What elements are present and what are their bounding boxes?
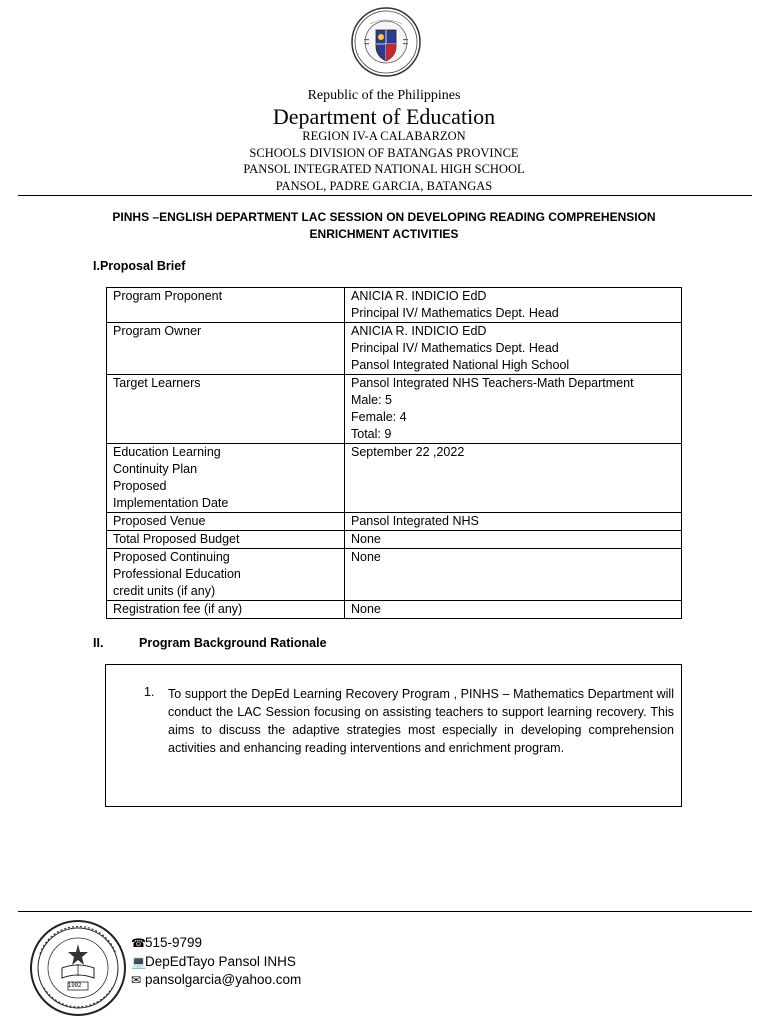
seal-year: 1992 — [68, 983, 82, 989]
proposal-brief-table — [106, 287, 682, 619]
phone-number: 515-9799 — [145, 935, 203, 950]
school-seal-logo — [28, 918, 128, 1018]
brief-row — [107, 288, 682, 323]
header-address-block — [0, 128, 768, 194]
brief-label: Education Learning Continuity Plan Proposed Implementation Date — [107, 444, 345, 513]
brief-value-line: ANICIA R. INDICIO EdD — [351, 289, 487, 303]
header-divider — [18, 195, 752, 196]
region-line: REGION IV-A CALABARZON — [302, 129, 466, 143]
division-line: SCHOOLS DIVISION OF BATANGAS PROVINCE — [249, 145, 519, 160]
brief-value — [345, 444, 682, 513]
department-title: Department of Education — [272, 104, 496, 129]
brief-label: Proposed Continuing Professional Education credit units (if any) — [107, 549, 345, 601]
proposal-brief-heading: I.Proposal Brief — [93, 259, 186, 273]
brief-value-line: Principal IV/ Mathematics Dept. Head — [351, 341, 559, 355]
rationale-box — [105, 664, 682, 807]
republic-line: Republic of the Philippines — [307, 88, 461, 103]
section-2-number: II. — [93, 636, 104, 650]
title-line-2: ENRICHMENT ACTIVITIES — [309, 227, 459, 241]
brief-label: Registration fee (if any) — [107, 601, 345, 619]
envelope-icon: ✉ — [131, 973, 142, 987]
footer-phone — [131, 935, 202, 950]
school-line: PANSOL INTEGRATED NATIONAL HIGH SCHOOL — [243, 162, 525, 176]
brief-value — [345, 601, 682, 619]
rationale-item-text: To support the DepEd Learning Recovery Program , PINHS – Mathematics Department will conduct the LAC Session focusing on assisting teachers to support learning recovery. This aims to discuss the adaptive strategies most especially in developing comprehension activities and enhancing reading interventions and enrichment program. — [168, 687, 674, 755]
brief-row — [107, 549, 682, 601]
footer-email — [131, 972, 301, 987]
brief-value — [345, 513, 682, 531]
brief-value-line: Male: 5 — [351, 393, 392, 407]
phone-icon: ☎ — [131, 936, 146, 950]
brief-value-line: None — [351, 532, 381, 546]
brief-value-line: Female: 4 — [351, 410, 407, 424]
background-rationale-heading: Program Background Rationale — [139, 636, 327, 650]
brief-value — [345, 375, 682, 444]
brief-value-line: Pansol Integrated NHS Teachers-Math Department — [351, 376, 634, 390]
brief-value — [345, 549, 682, 601]
brief-label: Total Proposed Budget — [107, 531, 345, 549]
brief-value-line: ANICIA R. INDICIO EdD — [351, 324, 487, 338]
brief-label: Program Owner — [107, 323, 345, 375]
brief-value-line: Total: 9 — [351, 427, 392, 441]
document-title — [0, 209, 768, 243]
brief-value-line: None — [351, 550, 381, 564]
brief-value-line: Pansol Integrated National High School — [351, 358, 570, 372]
brief-label: Program Proponent — [107, 288, 345, 323]
facebook-page: DepEdTayo Pansol INHS — [145, 954, 296, 969]
footer-divider — [18, 911, 752, 912]
title-line-1: PINHS –ENGLISH DEPARTMENT LAC SESSION ON DEVELOPING READING COMPREHENSION — [112, 210, 656, 224]
brief-row — [107, 323, 682, 375]
brief-row — [107, 444, 682, 513]
brief-row — [107, 601, 682, 619]
brief-value-line: Principal IV/ Mathematics Dept. Head — [351, 306, 559, 320]
deped-seal-logo — [350, 6, 422, 78]
computer-icon: 💻 — [131, 955, 146, 969]
brief-row — [107, 513, 682, 531]
brief-value-line: September 22 ,2022 — [351, 445, 465, 459]
brief-row — [107, 375, 682, 444]
school-address-line: PANSOL, PADRE GARCIA, BATANGAS — [275, 178, 493, 193]
brief-value — [345, 323, 682, 375]
brief-value — [345, 288, 682, 323]
brief-label: Proposed Venue — [107, 513, 345, 531]
brief-label: Target Learners — [107, 375, 345, 444]
brief-value-line: None — [351, 602, 381, 616]
email-address: pansolgarcia@yahoo.com — [145, 972, 302, 987]
rationale-item-number: 1. — [144, 685, 155, 699]
brief-value-line: Pansol Integrated NHS — [351, 514, 479, 528]
footer-facebook — [131, 954, 296, 969]
brief-value — [345, 531, 682, 549]
brief-row — [107, 531, 682, 549]
